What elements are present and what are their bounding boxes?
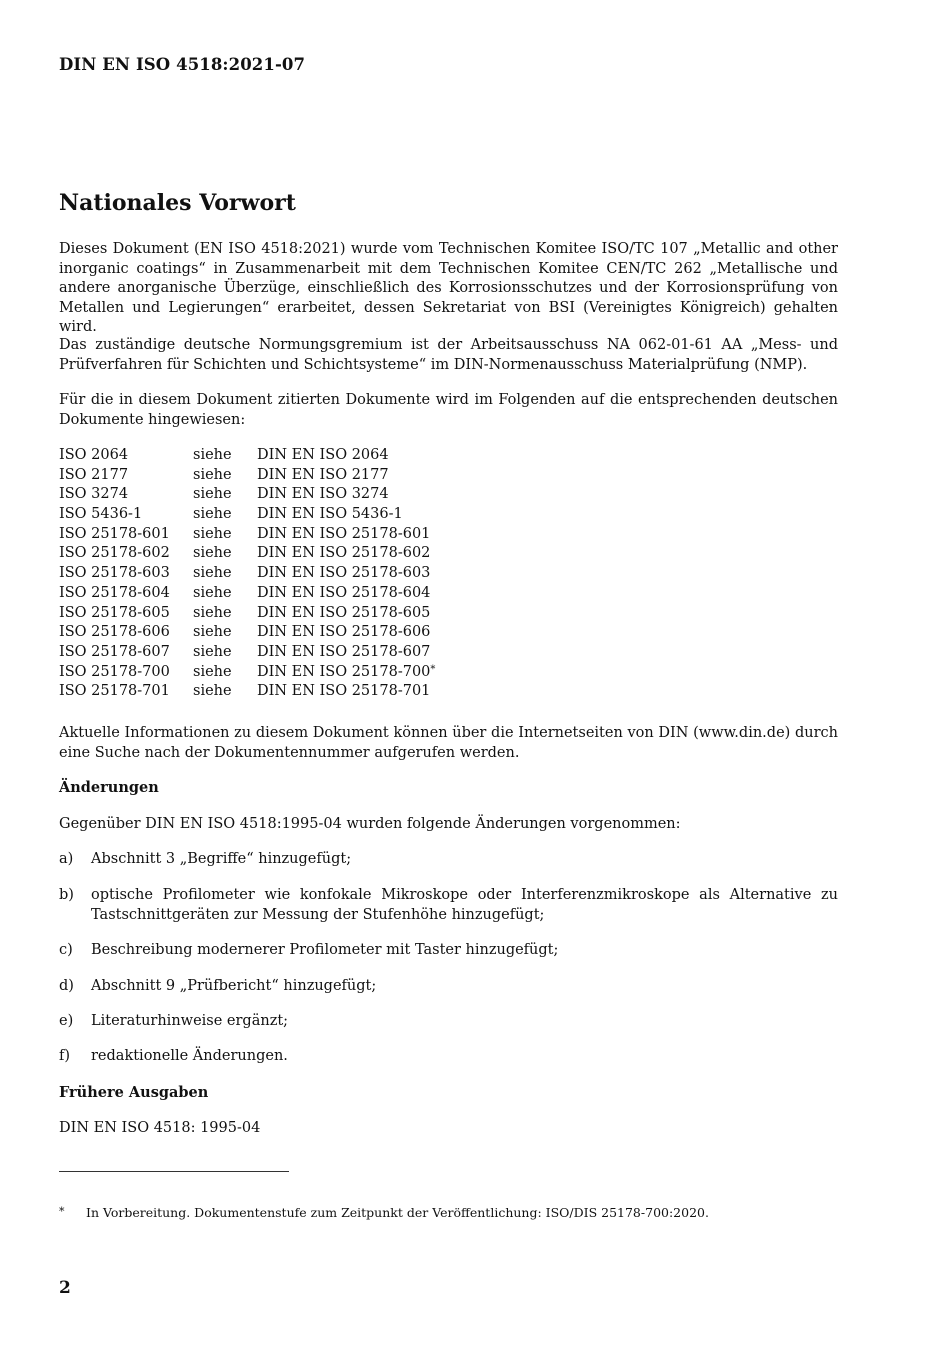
- iso-ref: ISO 2177: [59, 466, 129, 483]
- reference-row: [59, 446, 838, 466]
- din-ref: DIN EN ISO 25178-605: [257, 604, 431, 621]
- iso-ref: ISO 25178-602: [59, 545, 170, 562]
- document-id-header: DIN EN ISO 4518:2021-07: [59, 55, 306, 74]
- reference-row: [59, 682, 838, 702]
- changes-heading: Änderungen: [59, 779, 159, 796]
- paragraph-working-group: Das zuständige deutsche Normungsgremium ist der Arbeitsausschuss NA 062-01-61 AA „Mess- und Prüfverfahren für Schichten und Schichtsysteme“ im DIN-Normenausschuss Materialprüfung (NMP).: [59, 337, 838, 373]
- reference-row: [59, 663, 838, 683]
- see-label: siehe: [193, 663, 232, 680]
- list-item: [59, 1012, 838, 1032]
- reference-table: [59, 446, 838, 702]
- iso-ref: ISO 25178-607: [59, 643, 170, 660]
- see-label: siehe: [193, 604, 232, 621]
- paragraph-references-intro: Für die in diesem Dokument zitierten Dokumente wird im Folgenden auf die entsprechenden deutschen Dokumente hingewiesen:: [59, 392, 838, 428]
- iso-ref: ISO 2064: [59, 447, 129, 463]
- list-item: [59, 1047, 838, 1067]
- list-label: f): [59, 1048, 71, 1064]
- din-ref: DIN EN ISO 25178-601: [257, 525, 431, 542]
- footnote-text: In Vorbereitung. Dokumentenstufe zum Zeitpunkt der Veröffentlichung: ISO/DIS 25178-700:2020.: [86, 1205, 709, 1220]
- list-label: d): [59, 978, 74, 994]
- reference-row: [59, 623, 838, 643]
- list-label: c): [59, 942, 73, 958]
- list-text: redaktionelle Änderungen.: [91, 1048, 288, 1064]
- list-text: Literaturhinweise ergänzt;: [91, 1013, 289, 1029]
- din-ref: DIN EN ISO 25178-701: [257, 683, 431, 700]
- list-label: b): [59, 887, 74, 903]
- section-title: Nationales Vorwort: [59, 190, 296, 216]
- footnote-divider: [59, 1171, 289, 1172]
- page-number: 2: [59, 1278, 71, 1298]
- see-label: siehe: [193, 624, 232, 641]
- din-ref: DIN EN ISO 2177: [257, 466, 389, 483]
- iso-ref: ISO 25178-605: [59, 604, 170, 621]
- reference-row: [59, 466, 838, 486]
- paragraph-din-info: Aktuelle Informationen zu diesem Dokument können über die Internetseiten von DIN (www.din.de) durch eine Suche nach der Dokumentennummer aufgerufen werden.: [59, 725, 838, 761]
- list-item: [59, 886, 838, 925]
- see-label: siehe: [193, 565, 232, 582]
- iso-ref: ISO 25178-606: [59, 624, 170, 641]
- see-label: siehe: [193, 506, 232, 523]
- reference-row: [59, 544, 838, 564]
- list-text: Abschnitt 3 „Begriffe“ hinzugefügt;: [91, 851, 352, 867]
- list-label: e): [59, 1013, 74, 1029]
- iso-ref: ISO 25178-701: [59, 683, 170, 700]
- reference-row: [59, 584, 838, 604]
- footnote: [59, 1205, 838, 1220]
- reference-row: [59, 525, 838, 545]
- see-label: siehe: [193, 466, 232, 483]
- reference-row: [59, 564, 838, 584]
- see-label: siehe: [193, 643, 232, 660]
- iso-ref: ISO 25178-603: [59, 565, 170, 582]
- earlier-editions-heading: Frühere Ausgaben: [59, 1084, 209, 1101]
- list-item: [59, 941, 838, 961]
- see-label: siehe: [193, 486, 232, 503]
- din-ref: DIN EN ISO 25178-607: [257, 643, 431, 660]
- list-label: a): [59, 851, 74, 867]
- see-label: siehe: [193, 545, 232, 562]
- din-ref: DIN EN ISO 25178-603: [257, 565, 431, 582]
- paragraph-committee: Dieses Dokument (EN ISO 4518:2021) wurde vom Technischen Komitee ISO/TC 107 „Metallic and other inorganic coatings“ in Zusammenarbeit mit dem Technischen Komitee CEN/TC 262 „Metallische und andere anorganische Überzüge, einschließlich des Korrosionsschutzes und der Korrosionsprüfung von Metallen und Legierungen“ erarbeitet, dessen Sekretariat von BSI (Vereinigtes Königreich) gehalten wird.: [59, 241, 838, 336]
- iso-ref: ISO 25178-604: [59, 584, 170, 601]
- see-label: siehe: [193, 584, 232, 601]
- din-ref: DIN EN ISO 25178-604: [257, 584, 431, 601]
- din-ref: DIN EN ISO 3274: [257, 486, 389, 503]
- see-label: siehe: [193, 447, 232, 463]
- din-ref-text: DIN EN ISO 25178-700: [257, 663, 431, 680]
- list-text: optische Profilometer wie konfokale Mikroskope oder Interferenzmikroskope als Alternative zu Tastschnittgeräten zur Messung der Stufenhöhe hinzugefügt;: [91, 887, 838, 923]
- footnote-marker: *: [430, 663, 436, 675]
- reference-row: [59, 604, 838, 624]
- din-ref: DIN EN ISO 25178-602: [257, 545, 431, 562]
- see-label: siehe: [193, 683, 232, 700]
- earlier-editions-text: DIN EN ISO 4518: 1995-04: [59, 1120, 261, 1136]
- list-item: [59, 977, 838, 997]
- list-item: [59, 850, 838, 870]
- see-label: siehe: [193, 525, 232, 542]
- reference-row: [59, 505, 838, 525]
- din-ref: DIN EN ISO 5436-1: [257, 506, 403, 523]
- iso-ref: ISO 3274: [59, 486, 129, 503]
- list-text: Beschreibung modernerer Profilometer mit Taster hinzugefügt;: [91, 942, 559, 958]
- din-ref: DIN EN ISO 2064: [257, 447, 389, 463]
- iso-ref: ISO 25178-700: [59, 663, 170, 680]
- paragraph-changes-intro: Gegenüber DIN EN ISO 4518:1995-04 wurden folgende Änderungen vorgenommen:: [59, 816, 681, 832]
- iso-ref: ISO 5436-1: [59, 506, 143, 523]
- din-ref: [257, 663, 838, 683]
- iso-ref: ISO 25178-601: [59, 525, 170, 542]
- reference-row: [59, 485, 838, 505]
- list-text: Abschnitt 9 „Prüfbericht“ hinzugefügt;: [91, 978, 377, 994]
- reference-row: [59, 643, 838, 663]
- footnote-symbol: *: [59, 1205, 65, 1218]
- din-ref: DIN EN ISO 25178-606: [257, 624, 431, 641]
